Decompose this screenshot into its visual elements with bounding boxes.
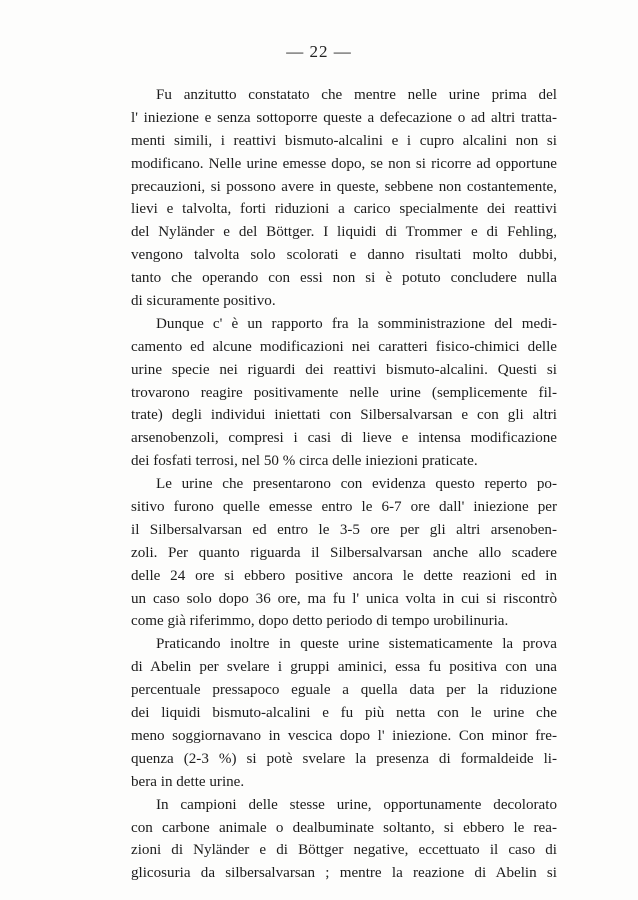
text-line: con carbone animale o dealbuminate soltanto, si ebbero le rea-: [131, 819, 557, 836]
text-line: Dunque c' è un rapporto fra la somministrazione del medi-: [156, 315, 557, 332]
text-line: trate) degli individui iniettati con Silbersalvarsan e con gli altri: [131, 407, 557, 424]
paragraph-2: [131, 313, 557, 473]
text-line: urine specie nei riguardi dei reattivi bismuto-alcalini. Questi si: [131, 361, 557, 378]
body-text: [131, 84, 557, 885]
paragraph-5: [131, 794, 557, 886]
text-line: come già riferimmo, dopo detto periodo di tempo urobilinuria.: [131, 613, 509, 630]
text-line: zioni di Nyländer e di Böttger negative, eccettuato il caso di: [131, 842, 557, 859]
text-line: vengono talvolta solo scolorati e danno risultati molto dubbi,: [131, 247, 557, 264]
text-line: tanto che operando con essi non si è potuto concludere nulla: [131, 270, 557, 287]
text-line: un caso solo dopo 36 ore, ma fu l' unica volta in cui si riscontrò: [131, 590, 557, 607]
text-line: quenza (2-3 %) si potè svelare la presenza di formaldeide li-: [131, 750, 557, 767]
text-line: percentuale pressapoco eguale a quella data per la riduzione: [131, 682, 557, 699]
text-line: il Silbersalvarsan ed entro le 3-5 ore per gli altri arsenoben-: [131, 521, 557, 538]
paragraph-1: [131, 84, 557, 313]
text-line: bera in dette urine.: [131, 773, 245, 790]
text-line: Praticando inoltre in queste urine sistematicamente la prova: [156, 636, 557, 653]
text-line: menti simili, i reattivi bismuto-alcalini e i cupro alcalini non si: [131, 132, 557, 149]
text-line: arsenobenzoli, compresi i casi di lieve e intensa modificazione: [131, 430, 557, 447]
text-line: zoli. Per quanto riguarda il Silbersalvarsan anche allo scadere: [131, 544, 557, 561]
text-line: In campioni delle stesse urine, opportunamente decolorato: [156, 796, 557, 813]
paragraph-3: [131, 473, 557, 633]
text-line: sitivo furono quelle emesse entro le 6-7 ore dall' iniezione per: [131, 499, 557, 516]
text-line: di Abelin per svelare i gruppi aminici, essa fu positiva con una: [131, 659, 557, 676]
text-line: dei liquidi bismuto-alcalini e fu più netta con le urine che: [131, 705, 557, 722]
text-line: meno soggiornavano in vescica dopo l' iniezione. Con minor fre-: [131, 727, 557, 744]
text-line: del Nyländer e del Böttger. I liquidi di Trommer e di Fehling,: [131, 224, 557, 241]
text-line: modificano. Nelle urine emesse dopo, se non si ricorre ad opportune: [131, 155, 557, 172]
text-line: dei fosfati terrosi, nel 50 % circa delle iniezioni praticate.: [131, 453, 478, 470]
text-line: di sicuramente positivo.: [131, 293, 276, 310]
text-line: delle 24 ore si ebbero positive ancora le dette reazioni ed in: [131, 567, 557, 584]
text-line: Fu anzitutto constatato che mentre nelle urine prima del: [156, 87, 557, 103]
paragraph-4: [131, 633, 557, 793]
text-line: glicosuria da silbersalvarsan ; mentre la reazione di Abelin si: [131, 865, 557, 882]
page-number: — 22 —: [286, 42, 352, 61]
text-line: camento ed alcune modificazioni nei caratteri fisico-chimici delle: [131, 338, 557, 355]
text-line: precauzioni, si possono avere in queste, sebbene non costantemente,: [131, 178, 557, 195]
text-line: lievi e talvolta, forti riduzioni a carico specialmente dei reattivi: [131, 201, 557, 218]
text-line: trovarono reagire positivamente nelle urine (semplicemente fil-: [131, 384, 557, 401]
text-line: Le urine che presentarono con evidenza questo reperto po-: [156, 476, 557, 493]
text-line: l' iniezione e senza sottoporre queste a defecazione o ad altri tratta-: [131, 109, 557, 126]
